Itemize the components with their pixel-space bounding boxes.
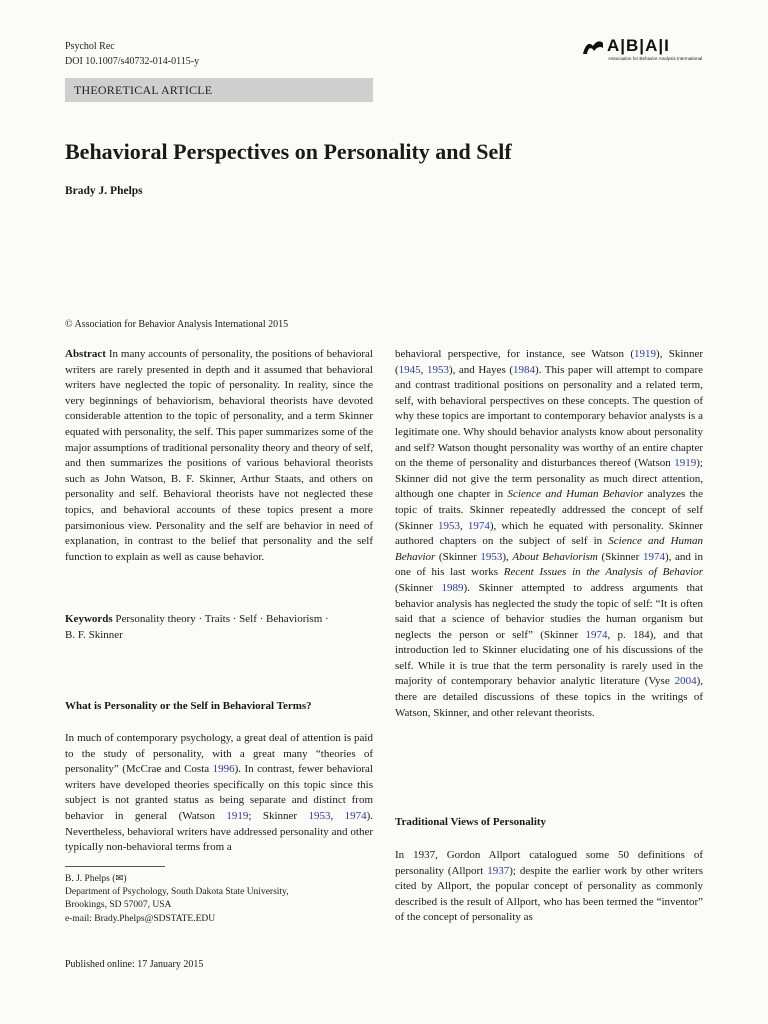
- body-paragraph-right: behavioral perspective, for instance, see Watson (1919), Skinner (1945, 1953), and Hayes (1984). This paper will attempt to compare and contrast traditional positions on personality and a related term, self, with behavioral perspectives on these concepts. The question of why these topics are important to contemporary behavior analysts is a legitimate one. Why should behavior analysts know about personality and self? Watson thought personality was worthy of an entire chapter on the theme of personality and disturbances thereof (Watson 1919); Skinner did not give the term personality as much direct attention, although one chapter in Science and Human Behavior analyzes the topic of traits. Skinner repeatedly addressed the concept of self (Skinner 1953, 1974), which he equated with personality. Skinner authored chapters on the subject of self in Science and Human Behavior (Skinner 1953), About Behaviorism (Skinner 1974), and in one of his last works Recent Issues in the Analysis of Behavior (Skinner 1989). Skinner attempted to address arguments that behavior analysis has neglected the study the topic of self: “It is often said that a science of behavior studies the human organism but neglects the person or self” (Skinner 1974, p. 184), and that introduction led to Skinner elucidating one of his discussions of the self. While it is true that the term personality is rarely used in the majority of contemporary behavior analytic literature (Vyse 2004), there are detailed discussions of these topics in the writings of Watson, Skinner, and other relevant theorists.: [395, 348, 704, 719]
- abai-logo-subtitle: Association for Behavior Analysis International: [608, 56, 703, 61]
- published-date: Published online: 17 January 2015: [65, 959, 204, 970]
- copyright-text: Association for Behavior Analysis International 2015: [74, 319, 289, 330]
- body-paragraph-left: In much of contemporary psychology, a great deal of attention is paid to the study of personality, with a great many “theories of personality” (McCrae and Costa 1996). In contrast, fewer behavioral writers have developed theories specifically on this topic since this subject is not granted status as being separate and distinct from behavior in general (Watson 1919; Skinner 1953, 1974). Nevertheless, behavioral writers have addressed personality and other typically non-behavioral terms from a: [65, 732, 374, 854]
- copyright-line: [65, 318, 288, 331]
- keywords-line-1: Personality theory · Traits · Self · Behaviorism ·: [115, 613, 329, 625]
- footnote-email: e-mail: Brady.Phelps@SDSTATE.EDU: [65, 913, 216, 924]
- footnote-divider: [65, 866, 165, 867]
- keywords-block: [65, 612, 373, 643]
- abai-logo: [582, 36, 704, 66]
- abai-logo-mark-icon: [582, 37, 604, 55]
- author-footnote: B. J. Phelps (✉) Department of Psychology, South Dakota State University, Brookings, SD 57007, USA e-mail: Brady.Phelps@SDSTATE.EDU: [65, 873, 289, 926]
- keywords-label: Keywords: [65, 613, 113, 625]
- doi: DOI 10.1007/s40732-014-0115-y: [65, 56, 200, 67]
- keywords-line-2: B. F. Skinner: [65, 628, 123, 641]
- footnote-city: Brookings, SD 57007, USA: [65, 900, 172, 911]
- abai-logo-letters: A|B|A|I: [607, 36, 670, 55]
- copyright-icon: ©: [65, 319, 75, 330]
- section-heading-personality-self: What is Personality or the Self in Behavioral Terms?: [65, 700, 312, 712]
- article-title: Behavioral Perspectives on Personality and Self: [65, 139, 512, 164]
- journal-name: Psychol Rec: [65, 41, 115, 52]
- section-heading-traditional-views: Traditional Views of Personality: [395, 816, 547, 828]
- article-type: THEORETICAL ARTICLE: [74, 83, 213, 97]
- author-name: Brady J. Phelps: [65, 185, 143, 197]
- footnote-dept: Department of Psychology, South Dakota State University,: [65, 887, 289, 898]
- footnote-name: B. J. Phelps: [65, 874, 110, 884]
- envelope-icon: ✉: [115, 874, 124, 884]
- abstract-label: Abstract: [65, 348, 106, 360]
- body-paragraph-traditional: In 1937, Gordon Allport catalogued some 50 definitions of personality (Allport 1937); despite the earlier work by other writers cited by Allport, the popular concept of personality as commonly described is the result of Allport, who has been termed the “inventor” of the concept of personality as: [395, 849, 703, 924]
- abstract-paragraph: Abstract In many accounts of personality, the positions of behavioral writers are rarely presented in depth and it assumed that behavioral writers have neglected the topic of personality. In reality, since the very beginnings of behaviorism, behavioral theorists have devoted considerable attention to the topic of personality, and a term Skinner equated with personality, the self. This paper summarizes some of the major assumptions of traditional personality theory and theory of self, and then summarizes the positions of various behavioral theorists such as John Watson, B. F. Skinner, Arthur Staats, and others on personality and self. Behavioral theorists have not neglected these topics, and behavioral accounts of these topics present a more parsimonious view. Personality and the self are behavior in need of explanation, in contrast to the belief that personality and the self function to explain as well as cause behavior.: [65, 348, 373, 563]
